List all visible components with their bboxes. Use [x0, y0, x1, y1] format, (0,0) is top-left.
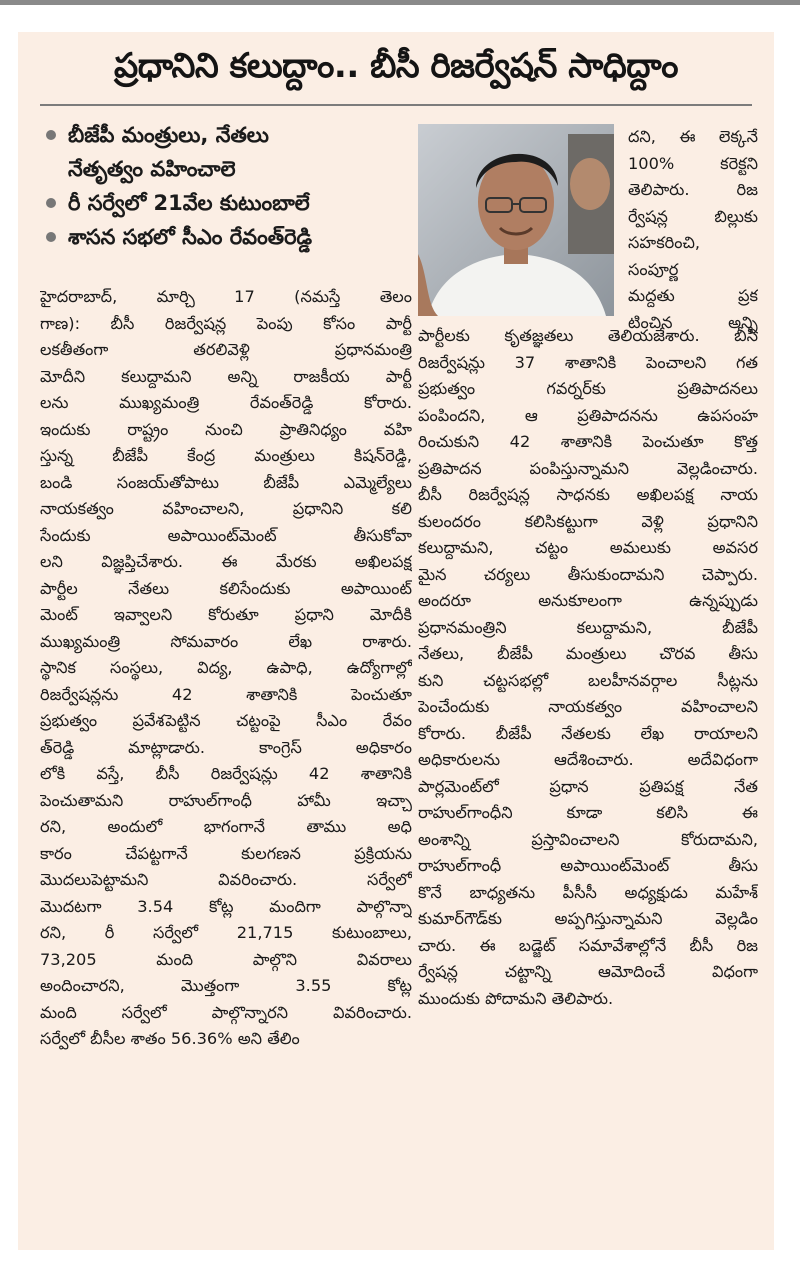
- text-line: పార్లమెంట్‌లో ప్రధాన ప్రతిపక్ష నేత: [418, 776, 758, 796]
- text-line: ర్వేషన్ల బిల్లుకు: [628, 206, 758, 226]
- bullet-dot-icon: [46, 130, 56, 140]
- text-line: పార్టీలకు కృతజ్ఞతలు తెలియజేశారు. బీసీ: [418, 326, 758, 345]
- text-line: మొదటగా 3.54 కోట్ల మందిగా పాల్గొన్నా: [40, 896, 412, 916]
- bullet-text: రీ సర్వేలో 21వేల కుటుంబాలే: [68, 191, 310, 215]
- text-line: అందరూ అనుకూలంగా ఉన్నప్పుడు: [418, 591, 758, 610]
- text-line: లకతీతంగా తరలివెళ్లి ప్రధానమంత్రి: [40, 340, 412, 359]
- bullet-text: శాసన సభలో సీఎం రేవంత్‌రెడ్డి: [68, 225, 313, 249]
- text-line: ఇందుకు రాష్ట్రం నుంచి ప్రాతినిధ్యం వహి: [40, 419, 412, 439]
- text-line: కొనే బాధ్యతను పీసీసీ అధ్యక్షుడు మహేశ్: [418, 882, 758, 902]
- text-line: పంపిందని, ఆ ప్రతిపాదనను ఉపసంహ: [418, 405, 758, 425]
- text-line: రిజర్వేషన్లు 37 శాతానికి పెంచాలని గత: [418, 352, 758, 372]
- text-line: మోదీని కలుద్దామని అన్ని రాజకీయ పార్టీ: [40, 366, 412, 386]
- text-line: దని, ఈ లెక్కనే: [628, 127, 758, 146]
- text-line: ప్రభుత్వం గవర్నర్‌కు ప్రతిపాదనలు: [418, 379, 758, 398]
- text-line: బీసీ రిజర్వేషన్ల సాధనకు అఖిలపక్ష నాయ: [418, 485, 758, 504]
- text-line: టించిన అన్ని: [628, 312, 758, 332]
- text-line: రాహుల్‌గాంధీని కూడా కలిసి ఈ: [418, 803, 758, 822]
- text-line: అందించారని, మొత్తంగా 3.55 కోట్ల: [40, 976, 412, 995]
- text-line: రని, అందులో భాగంగానే తాము అధి: [40, 817, 412, 836]
- article-column-2-top: [628, 124, 758, 336]
- text-line: కుమార్‌గౌడ్‌కు అప్పగిస్తున్నామని వెల్లడిం: [418, 909, 758, 928]
- text-line: మెంట్ ఇవ్వాలని కోరుతూ ప్రధాని మోదీకి: [40, 605, 412, 624]
- text-line: ప్రభుత్వం ప్రవేశపెట్టిన చట్టంపై సీఎం రేవం: [40, 711, 412, 730]
- headline: ప్రధానిని కలుద్దాం.. బీసీ రిజర్వేషన్ సాధిద్దాం: [114, 46, 678, 86]
- article-column-2: [418, 323, 758, 1012]
- text-line: రని, రీ సర్వేలో 21,715 కుటుంబాలు,: [40, 923, 412, 942]
- text-line: నాయకత్వం వహించాలని, ప్రధానిని కలి: [40, 499, 412, 518]
- text-line: రాహుల్‌గాంధీ అపాయింట్‌మెంట్ తీసు: [418, 856, 758, 875]
- text-line: కుని చట్టసభల్లో బలహీనవర్గాల సీట్లను: [418, 670, 758, 690]
- text-line: కారం చేపట్టగానే కులగణన ప్రక్రియను: [40, 843, 412, 863]
- text-line: ముఖ్యమంత్రి సోమవారం లేఖ రాశారు.: [40, 631, 412, 651]
- text-line: పార్టీల నేతలు కలిసేందుకు అపాయింట్: [40, 578, 412, 598]
- text-line: లని విజ్ఞప్తిచేశారు. ఈ మేరకు అఖిలపక్ష: [40, 552, 412, 571]
- text-line: కోరారు. బీజేపీ నేతలకు లేఖ రాయాలని: [418, 723, 758, 743]
- text-line: ప్రతిపాదన పంపిస్తున్నామని వెల్లడించారు.: [418, 458, 758, 478]
- text-line: కులందరం కలిసికట్టుగా వెళ్లి ప్రధానిని: [418, 511, 758, 531]
- article-column-1: [40, 284, 412, 1053]
- text-line: అధికారులను ఆదేశించారు. అదేవిధంగా: [418, 750, 758, 769]
- portrait-photo: [418, 124, 614, 316]
- bullet-item: [40, 220, 420, 254]
- top-border: [0, 0, 800, 5]
- text-line: ర్వేషన్ల చట్టాన్ని ఆమోదించే విధంగా: [418, 962, 758, 981]
- text-line: పెంచేందుకు నాయకత్వం వహించాలని: [418, 697, 758, 716]
- text-line: సహకరించి,: [628, 233, 700, 252]
- text-line: లోకి వస్తే, బీసీ రిజర్వేషన్లు 42 శాతానికి: [40, 764, 412, 783]
- text-line: రిజర్వేషన్లను 42 శాతానికి పెంచుతూ: [40, 684, 412, 704]
- text-line: కలుద్దామని, చట్టం అమలుకు అవసర: [418, 538, 758, 557]
- text-line: 100% కరెక్టని: [628, 153, 758, 173]
- bullet-text: బీజేపీ మంత్రులు, నేతలు నేతృత్వం వహించాలె: [68, 123, 269, 181]
- text-line: సేందుకు అపాయింట్‌మెంట్ తీసుకోవా: [40, 525, 412, 545]
- text-line: త్‌రెడ్డి మాట్లాడారు. కాంగ్రెస్ అధికారం: [40, 737, 412, 757]
- text-line: 73,205 మంది పాల్గొని వివరాలు: [40, 949, 412, 969]
- bullet-dot-icon: [46, 198, 56, 208]
- text-line: మైన చర్యలు తీసుకుందామని చెప్పారు.: [418, 564, 758, 584]
- text-line: మంది సర్వేలో పాల్గొన్నారని వివరించారు.: [40, 1002, 412, 1022]
- text-line: స్థానిక సంస్థలు, విద్య, ఉపాధి, ఉద్యోగాల్లో: [40, 658, 412, 677]
- text-line: గాణ): బీసీ రిజర్వేషన్ల పెంపు కోసం పార్టీ: [40, 313, 412, 333]
- bullet-dot-icon: [46, 232, 56, 242]
- text-line: సర్వేలో బీసీల శాతం 56.36% అని తేలిం: [40, 1029, 300, 1048]
- text-line: అంశాన్ని ప్రస్తావించాలని కోరుదామని,: [418, 829, 758, 849]
- text-line: స్తున్న బీజేపీ కేంద్ర మంత్రులు కిషన్‌రెడ్డి,: [40, 446, 412, 465]
- text-line: సంపూర్ణ: [628, 259, 679, 279]
- text-line: నేతలు, బీజేపీ మంత్రులు చొరవ తీసు: [418, 644, 758, 663]
- text-line: తెలిపారు. రిజ: [628, 180, 758, 199]
- text-line: మద్దతు ప్రక: [628, 286, 758, 305]
- text-line: పెంచుతామని రాహుల్‌గాంధీ హామీ ఇచ్చా: [40, 790, 412, 810]
- text-line: బండి సంజయ్‌తోపాటు బీజేపీ ఎమ్మెల్యేలు: [40, 472, 412, 492]
- bullet-item: [40, 118, 420, 186]
- bullet-list: [40, 118, 420, 254]
- text-line: లను ముఖ్యమంత్రి రేవంత్‌రెడ్డి కోరారు.: [40, 393, 412, 412]
- text-line: ముందుకు పోదామని తెలిపారు.: [418, 988, 614, 1008]
- text-line: మొదలుపెట్టామని వివరించారు. సర్వేలో: [40, 870, 412, 889]
- text-line: హైదరాబాద్, మార్చి 17 (నమస్తే తెలం: [40, 287, 412, 306]
- newspaper-clipping: [18, 32, 774, 1250]
- bullet-item: [40, 186, 420, 220]
- headline-rule: [40, 104, 752, 106]
- text-line: రించుకుని 42 శాతానికి పెంచుతూ కొత్త: [418, 432, 758, 451]
- text-line: చారు. ఈ బడ్జెట్ సమావేశాల్లోనే బీసీ రిజ: [418, 935, 758, 955]
- text-line: ప్రధానమంత్రిని కలుద్దామని, బీజేపీ: [418, 617, 758, 637]
